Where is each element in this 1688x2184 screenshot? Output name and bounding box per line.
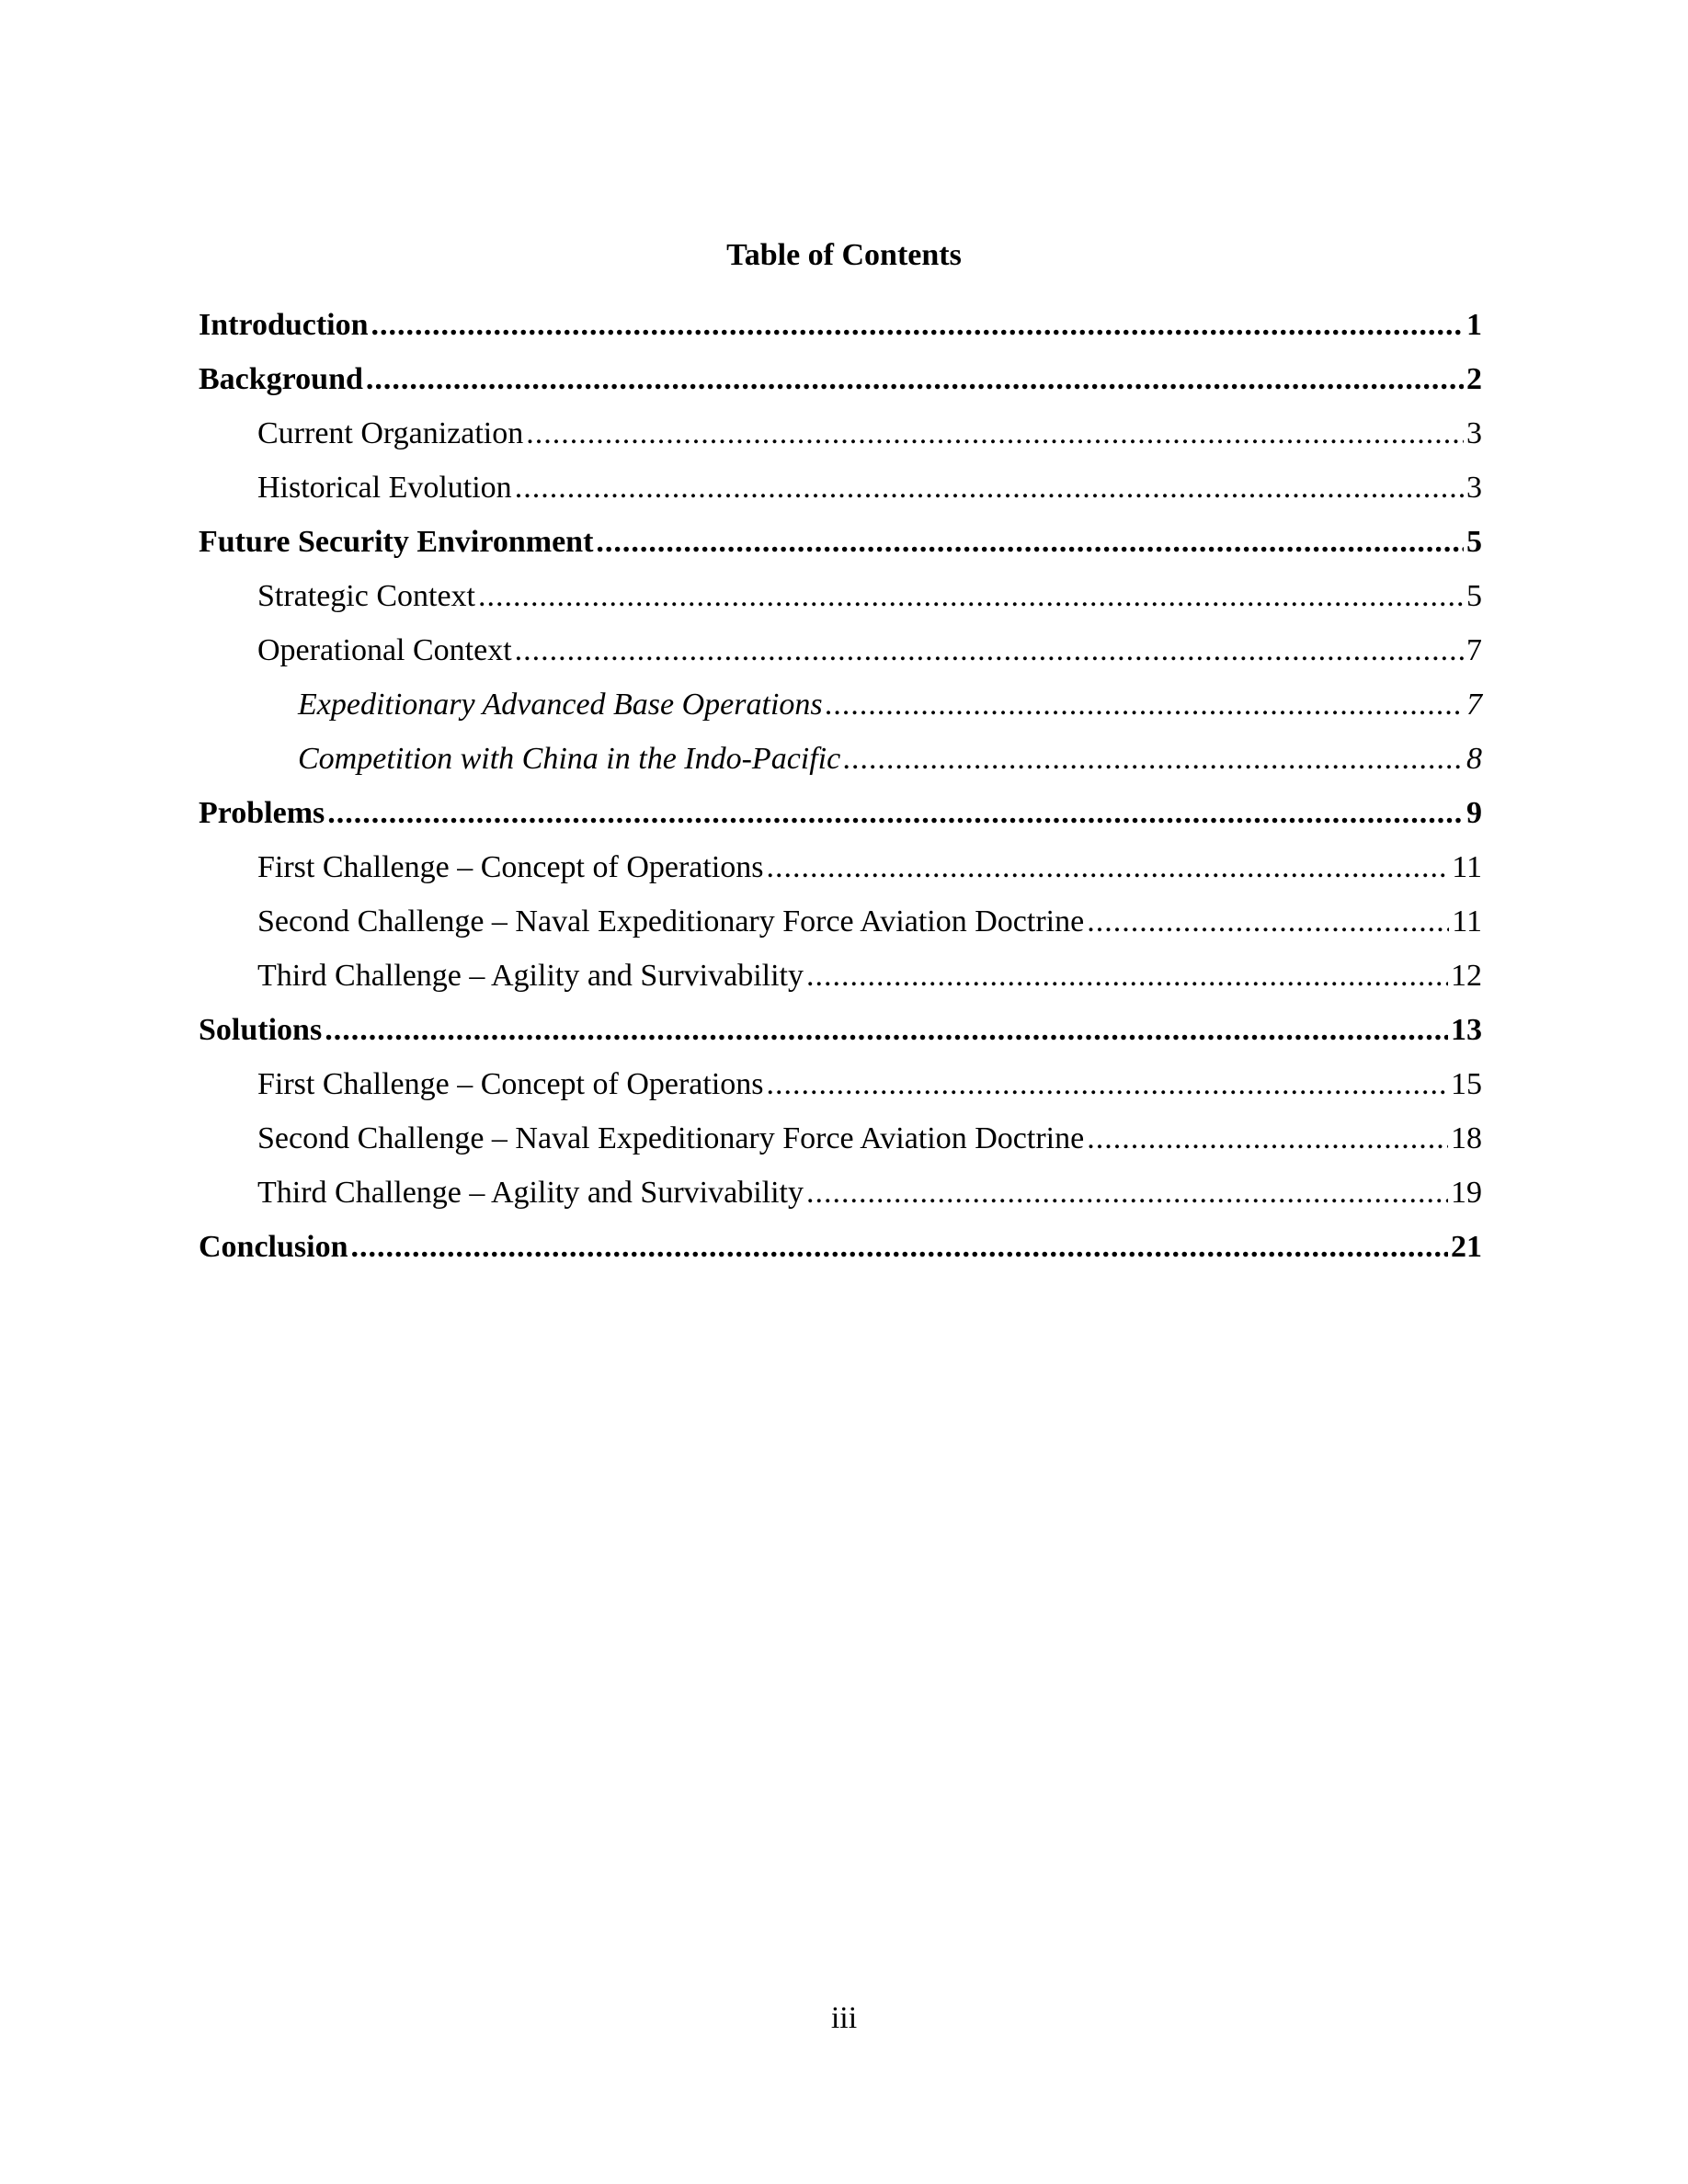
toc-entry-problems[interactable] [199,795,1482,849]
toc-entry-solutions-third-challenge[interactable] [199,1175,1482,1229]
toc-entry-problems-first-challenge[interactable] [199,849,1482,904]
toc-entry-page-number: 11 [1452,904,1482,938]
toc-entry-page-number: 15 [1451,1067,1482,1101]
dot-leader [826,687,1464,723]
toc-entry-page-number: 3 [1466,416,1482,450]
toc-entry-expeditionary-advanced-base-operations[interactable] [199,687,1482,741]
toc-entry-label: Current Organization [257,416,524,450]
toc-entry-label: Strategic Context [257,579,476,613]
dot-leader [366,361,1464,398]
dot-leader [767,1066,1448,1103]
toc-entry-label: Introduction [199,308,369,342]
toc-entry-label: Expeditionary Advanced Base Operations [298,688,823,722]
toc-entry-background[interactable] [199,361,1482,415]
toc-entry-label: First Challenge – Concept of Operations [257,850,764,884]
toc-entry-label: First Challenge – Concept of Operations [257,1067,764,1101]
toc-entry-label: Third Challenge – Agility and Survivability [257,959,804,993]
dot-leader [478,578,1464,615]
toc-entry-label: Solutions [199,1013,323,1047]
dot-leader [767,849,1450,886]
toc-entry-introduction[interactable] [199,307,1482,361]
dot-leader [327,795,1464,832]
toc-entry-page-number: 21 [1451,1230,1482,1264]
toc-entry-page-number: 7 [1466,688,1482,722]
toc-entry-label: Conclusion [199,1230,348,1264]
dot-leader [806,1175,1448,1211]
toc-entry-label: Operational Context [257,633,512,667]
toc-entry-label: Problems [199,796,325,830]
toc-entry-label: Second Challenge – Naval Expeditionary Force Aviation Doctrine [257,1121,1085,1155]
toc-entry-current-organization[interactable] [199,415,1482,470]
toc-entry-conclusion[interactable] [199,1229,1482,1283]
dot-leader [515,632,1464,669]
dot-leader [806,958,1448,995]
toc-entry-solutions-second-challenge[interactable] [199,1120,1482,1175]
toc-entry-page-number: 8 [1466,742,1482,776]
toc-entry-competition-with-china[interactable] [199,741,1482,795]
dot-leader [1087,904,1449,940]
toc-entry-strategic-context[interactable] [199,578,1482,632]
toc-entry-operational-context[interactable] [199,632,1482,687]
toc-entry-future-security-environment[interactable] [199,524,1482,578]
dot-leader [596,524,1464,561]
dot-leader [843,741,1464,778]
dot-leader [526,415,1464,452]
toc-entry-page-number: 12 [1451,959,1482,993]
page-title: Table of Contents [726,238,962,272]
toc-entry-page-number: 13 [1451,1013,1482,1047]
toc-entry-page-number: 5 [1466,579,1482,613]
table-of-contents [199,307,1482,1283]
toc-entry-label: Future Security Environment [199,525,594,559]
toc-entry-label: Background [199,362,363,396]
toc-entry-solutions-first-challenge[interactable] [199,1066,1482,1120]
toc-entry-problems-second-challenge[interactable] [199,904,1482,958]
toc-entry-problems-third-challenge[interactable] [199,958,1482,1012]
toc-entry-page-number: 11 [1452,850,1482,884]
toc-entry-page-number: 18 [1451,1121,1482,1155]
toc-entry-historical-evolution[interactable] [199,470,1482,524]
toc-entry-label: Second Challenge – Naval Expeditionary Force Aviation Doctrine [257,904,1085,938]
toc-entry-page-number: 9 [1466,796,1482,830]
toc-entry-label: Competition with China in the Indo-Pacific [298,742,841,776]
toc-entry-label: Third Challenge – Agility and Survivability [257,1176,804,1210]
toc-entry-page-number: 2 [1466,362,1482,396]
dot-leader [1087,1120,1448,1157]
toc-entry-page-number: 3 [1466,471,1482,505]
dot-leader [371,307,1464,344]
toc-entry-solutions[interactable] [199,1012,1482,1066]
page-number: iii [830,2001,858,2035]
toc-entry-label: Historical Evolution [257,471,512,505]
toc-entry-page-number: 1 [1466,308,1482,342]
dot-leader [515,470,1464,506]
toc-entry-page-number: 5 [1466,525,1482,559]
toc-entry-page-number: 19 [1451,1176,1482,1210]
dot-leader [351,1229,1449,1266]
dot-leader [325,1012,1448,1049]
toc-entry-page-number: 7 [1466,633,1482,667]
